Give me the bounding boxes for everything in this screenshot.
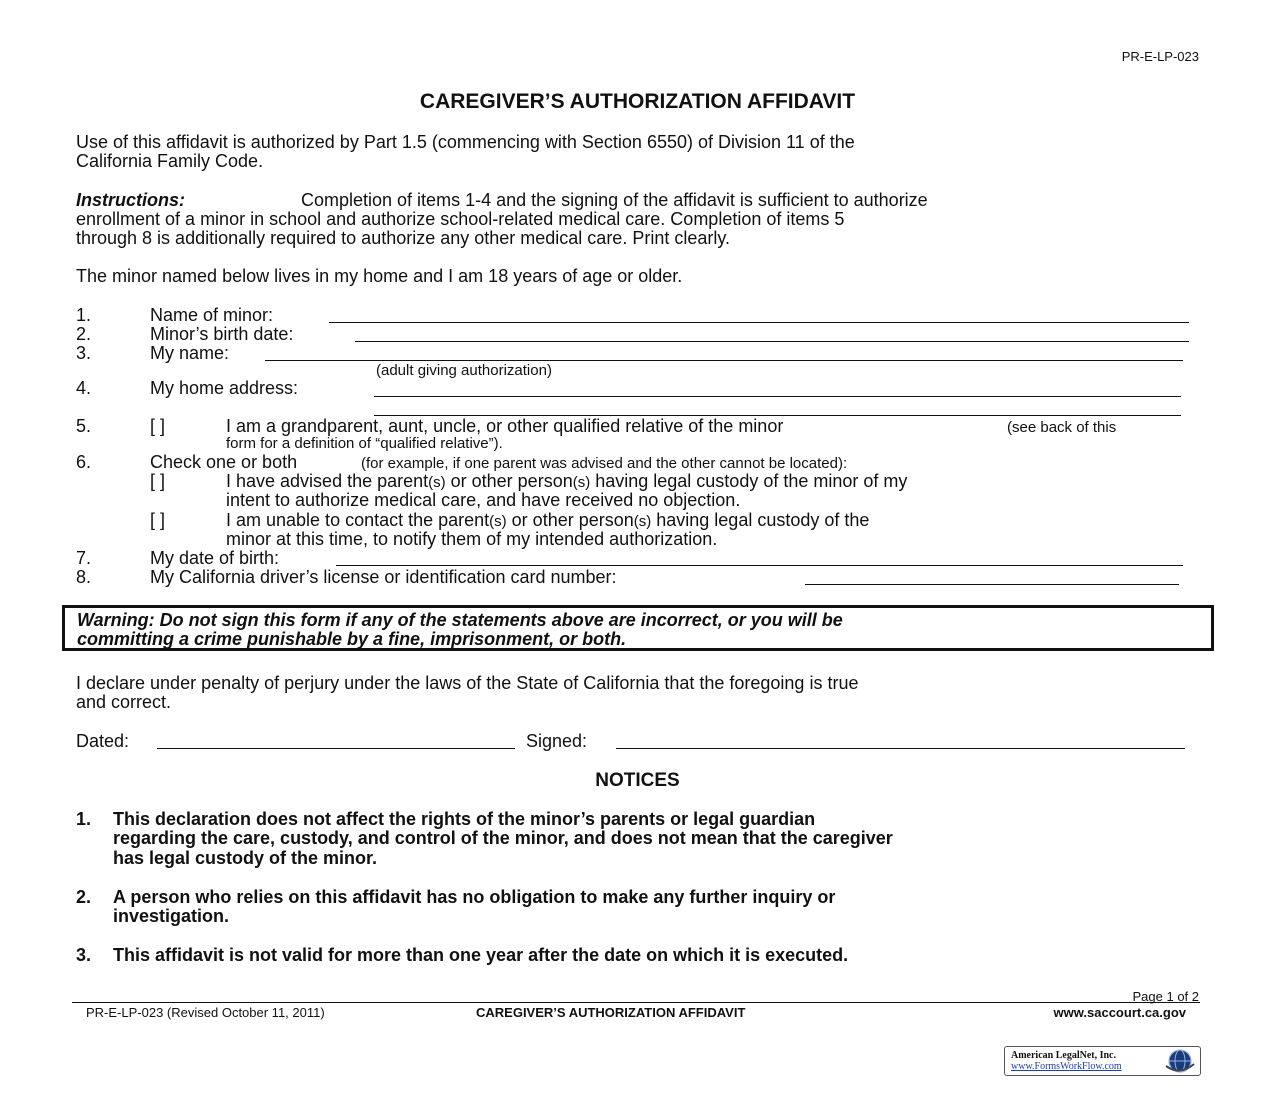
footer-form-code: PR-E-LP-023 (Revised October 11, 2011) [86, 1005, 325, 1020]
page-title: CAREGIVER’S AUTHORIZATION AFFIDAVIT [419, 90, 856, 113]
item-number-6: 6. [76, 452, 92, 472]
dated-label: Dated: [76, 731, 130, 751]
item-number-7: 7. [76, 548, 92, 568]
badge-url[interactable]: www.FormsWorkFlow.com [1011, 1061, 1122, 1072]
minor-birth-date-label: Minor’s birth date: [150, 324, 294, 344]
notice-1-line3: has legal custody of the minor. [113, 848, 378, 868]
my-name-label: My name: [150, 343, 230, 363]
footer-title: CAREGIVER’S AUTHORIZATION AFFIDAVIT [476, 1005, 746, 1020]
license-number-field[interactable] [805, 584, 1179, 585]
globe-icon [1163, 1048, 1197, 1074]
my-date-of-birth-field[interactable] [336, 565, 1183, 566]
parent-advised-checkbox[interactable]: [ ] [150, 471, 166, 491]
instructions-label: Instructions: [76, 190, 186, 210]
dated-field[interactable] [157, 748, 515, 749]
check-one-or-both-note: (for example, if one parent was advised and the other cannot be located): [361, 455, 848, 472]
declaration-line1: I declare under penalty of perjury under the laws of the State of California that the foregoing is true [76, 673, 859, 693]
unable-to-contact-text-line2: minor at this time, to notify them of my intended authorization. [226, 529, 718, 549]
badge-company: American LegalNet, Inc. [1011, 1050, 1116, 1061]
form-code-top: PR-E-LP-023 [1121, 49, 1199, 64]
notices-heading: NOTICES [595, 770, 680, 791]
unable-to-contact-text-line1: I am unable to contact the parent(s) or other person(s) having legal custody of the [226, 510, 870, 530]
notice-1-line2: regarding the care, custody, and control of the minor, and does not mean that the caregiver [113, 828, 893, 848]
warning-box [62, 605, 1214, 651]
qualified-relative-text: I am a grandparent, aunt, uncle, or other qualified relative of the minor [226, 416, 784, 436]
notice-2-line1: A person who relies on this affidavit has no obligation to make any further inquiry or [113, 887, 836, 907]
item-number-1: 1. [76, 305, 92, 325]
declaration-line2: and correct. [76, 692, 172, 712]
notice-number-2: 2. [76, 887, 92, 907]
footer-divider [72, 1002, 1200, 1003]
check-one-or-both-label: Check one or both [150, 452, 298, 472]
parent-advised-text-line2: intent to authorize medical care, and have received no objection. [226, 490, 741, 510]
signature-field[interactable] [616, 748, 1185, 749]
instructions-line3: through 8 is additionally required to authorize any other medical care. Print clearly. [76, 228, 731, 248]
legalnet-badge[interactable] [1004, 1046, 1201, 1076]
notice-1-line1: This declaration does not affect the rights of the minor’s parents or legal guardian [113, 809, 816, 829]
page-number: Page 1 of 2 [1132, 989, 1199, 1004]
item-number-3: 3. [76, 343, 92, 363]
qualified-relative-checkbox[interactable]: [ ] [150, 416, 166, 436]
intro-text-line2: California Family Code. [76, 151, 264, 171]
notice-2-line2: investigation. [113, 906, 230, 926]
notice-number-3: 3. [76, 945, 92, 965]
license-number-label: My California driver’s license or identification card number: [150, 567, 617, 587]
instructions-line2: enrollment of a minor in school and authorize school-related medical care. Completion of items 5 [76, 209, 845, 229]
home-address-label: My home address: [150, 378, 299, 398]
my-name-field[interactable] [265, 360, 1183, 361]
intro-text-line1: Use of this affidavit is authorized by Part 1.5 (commencing with Section 6550) of Division 11 of the [76, 132, 855, 152]
item-number-2: 2. [76, 324, 92, 344]
notice-number-1: 1. [76, 809, 92, 829]
qualified-relative-note-line1: (see back of this [1007, 419, 1117, 436]
my-name-sublabel: (adult giving authorization) [376, 362, 552, 379]
warning-text-line2: committing a crime punishable by a fine, imprisonment, or both. [77, 629, 627, 649]
item-number-5: 5. [76, 416, 92, 436]
footer-website-link[interactable]: www.saccourt.ca.gov [1053, 1005, 1186, 1020]
notice-3-line1: This affidavit is not valid for more than one year after the date on which it is executed. [113, 945, 849, 965]
name-of-minor-field[interactable] [329, 322, 1189, 323]
warning-text-line1: Warning: Do not sign this form if any of the statements above are incorrect, or you will be [77, 610, 843, 630]
item-number-4: 4. [76, 378, 92, 398]
instructions-line1: Completion of items 1-4 and the signing of the affidavit is sufficient to authorize [301, 190, 928, 210]
my-date-of-birth-label: My date of birth: [150, 548, 280, 568]
minor-statement: The minor named below lives in my home and I am 18 years of age or older. [76, 266, 683, 286]
signed-label: Signed: [526, 731, 588, 751]
qualified-relative-note-line2: form for a definition of “qualified relative”). [226, 435, 503, 452]
home-address-field-line1[interactable] [374, 396, 1181, 397]
minor-birth-date-field[interactable] [355, 341, 1189, 342]
parent-advised-text-line1: I have advised the parent(s) or other person(s) having legal custody of the minor of my [226, 471, 908, 491]
item-number-8: 8. [76, 567, 92, 587]
name-of-minor-label: Name of minor: [150, 305, 274, 325]
unable-to-contact-checkbox[interactable]: [ ] [150, 510, 166, 530]
